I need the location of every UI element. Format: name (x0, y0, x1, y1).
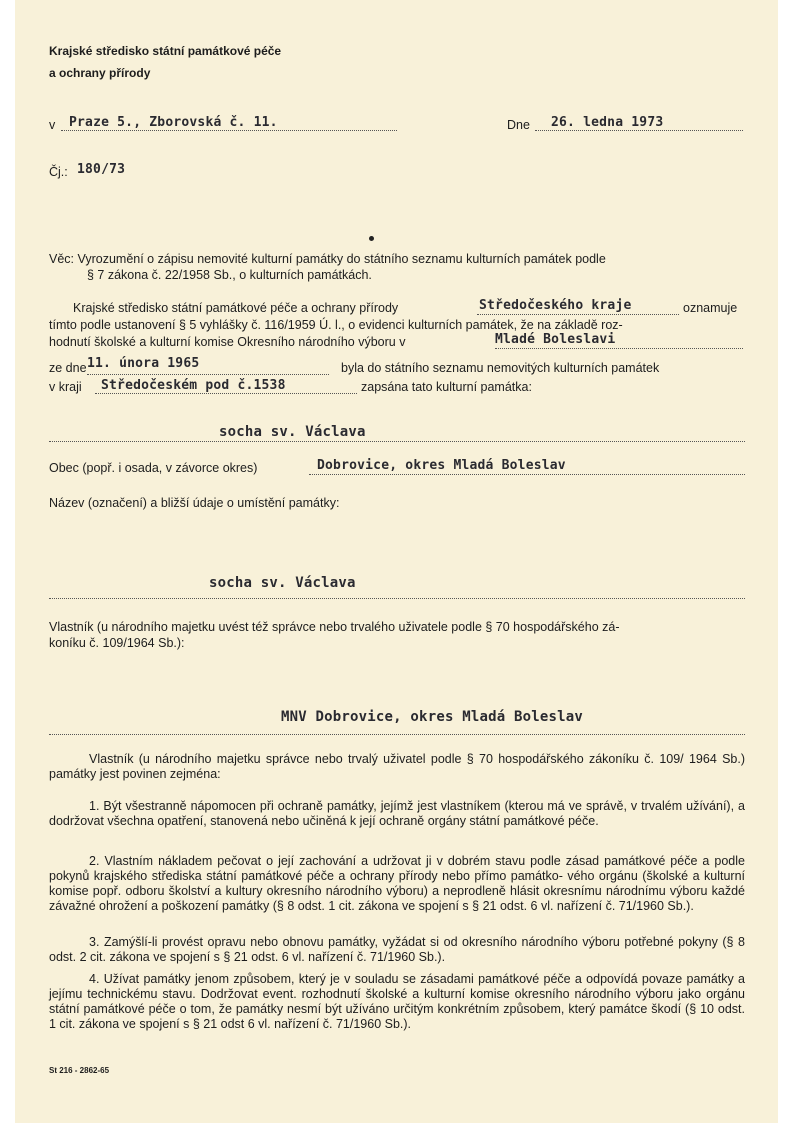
owner-dotted-line (49, 734, 745, 735)
notice-line5-end: zapsána tato kulturní památka: (361, 380, 532, 394)
notice-line3-text: hodnutí školské a kulturní komise Okresního národního výboru v (49, 335, 406, 349)
region-dotted-line (477, 314, 679, 315)
duty-item-2: 2. Vlastním nákladem pečovat o její zachování a udržovat ji v dobrém stavu podle zásad památkové péče a podle pokynů krajského střediska státní památkové péče a ochrany přírody nebo přímo památko- vého orgánu (školské a kulturní komise popř. odboru školství a kultury okresního národního výboru) a neprodleně hlásit okresnímu národnímu výboru každé závažné ohrožení a poškození památky (§ 8 odst. 1 cit. zákona ve spojení s § 21 odst. 6 vl. nařízení č. 71/1960 Sb.). (49, 854, 745, 913)
notice-line4-text: ze dne (49, 361, 87, 375)
notice-line1-text: Krajské středisko státní památkové péče a ochrany přírody (73, 301, 399, 315)
subject-line1: Věc: Vyrozumění o zápisu nemovité kulturní památky do státního seznamu kulturních památek podle (49, 252, 606, 266)
register-dotted-line (95, 393, 357, 394)
monument-name: socha sv. Václava (219, 424, 366, 440)
ink-dot (369, 236, 374, 241)
issuer-name-line1: Krajské středisko státní památkové péče (49, 44, 282, 58)
print-code: St 216 - 2862-65 (49, 1066, 110, 1075)
reference-label: Čj.: (49, 165, 68, 179)
designation-dotted-line (49, 598, 745, 599)
owner-label-line2: koníku č. 109/1964 Sb.): (49, 636, 185, 650)
duties-intro: Vlastník (u národního majetku správce nebo trvalý uživatel podle § 70 hospodářského zákoníku č. 109/ 1964 Sb.) památky jest povinen zejména: (49, 752, 745, 781)
place-value: Praze 5., Zborovská č. 11. (69, 115, 278, 130)
place-dotted-line (61, 130, 397, 131)
owner-value: MNV Dobrovice, okres Mladá Boleslav (281, 709, 584, 725)
designation-value: socha sv. Václava (209, 575, 356, 591)
notice-line4-end: byla do státního seznamu nemovitých kulturních památek (341, 361, 660, 375)
monument-dotted-line (49, 441, 745, 442)
duty-item-3: 3. Zamýšlí-li provést opravu nebo obnovu památky, vyžádat si od okresního národního výboru potřebné pokyny (§ 8 odst. 2 cit. zákona ve spojení s § 21 odst. 6 vl. nařízení č. 71/1960 Sb.). (49, 935, 745, 964)
decision-date-value: 11. února 1965 (87, 356, 200, 371)
date-dotted-line (535, 130, 743, 131)
municipality-value: Dobrovice, okres Mladá Boleslav (317, 458, 566, 473)
district-dotted-line (495, 348, 743, 349)
notice-line5-text: v kraji (49, 380, 82, 394)
designation-label: Název (označení) a bližší údaje o umístění památky: (49, 496, 340, 510)
district-value: Mladé Boleslavi (495, 332, 616, 347)
notice-line1-end: oznamuje (683, 301, 738, 315)
municipality-label: Obec (popř. i osada, v závorce okres) (49, 461, 258, 475)
date-label: Dne (507, 118, 530, 132)
document-page (15, 0, 778, 1123)
issuer-name-line2: a ochrany přírody (49, 66, 151, 80)
subject-line2: § 7 zákona č. 22/1958 Sb., o kulturních památkách. (87, 268, 372, 282)
notice-line2-text: tímto podle ustanovení § 5 vyhlášky č. 116/1959 Ú. l., o evidenci kulturních památek, že na základě roz- (49, 318, 623, 332)
register-value: Středočeském pod č.1538 (101, 378, 286, 393)
duty-item-1: 1. Být všestranně nápomocen při ochraně památky, jejímž jest vlastníkem (kterou má ve správě, v trvalém užívání), a dodržovat všechna opatření, stanovená nebo učiněná k její ochraně orgány státní památkové péče. (49, 799, 745, 828)
decision-date-dotted-line (87, 374, 329, 375)
municipality-dotted-line (309, 474, 745, 475)
reference-number: 180/73 (77, 162, 126, 177)
place-prefix: v (49, 118, 56, 132)
duty-item-4: 4. Užívat památky jenom způsobem, který je v souladu se zásadami památkové péče a odpovídá povaze památky a jejímu technickému stavu. Dodržovat event. rozhodnutí školské a kulturní komise okresního národního výboru jako orgánu státní památkové péče o tom, že památky nesmí být užíváno určitým konkrétním způsobem, který památce škodí (§ 10 odst. 1 cit. zákona ve spojení s § 21 odst 6 vl. nařízení č. 71/1960 Sb.). (49, 972, 745, 1031)
date-value: 26. ledna 1973 (551, 115, 664, 130)
owner-label-line1: Vlastník (u národního majetku uvést též správce nebo trvalého uživatele podle § 70 hospodářského zá- (49, 620, 620, 634)
region-value: Středočeského kraje (479, 298, 632, 313)
